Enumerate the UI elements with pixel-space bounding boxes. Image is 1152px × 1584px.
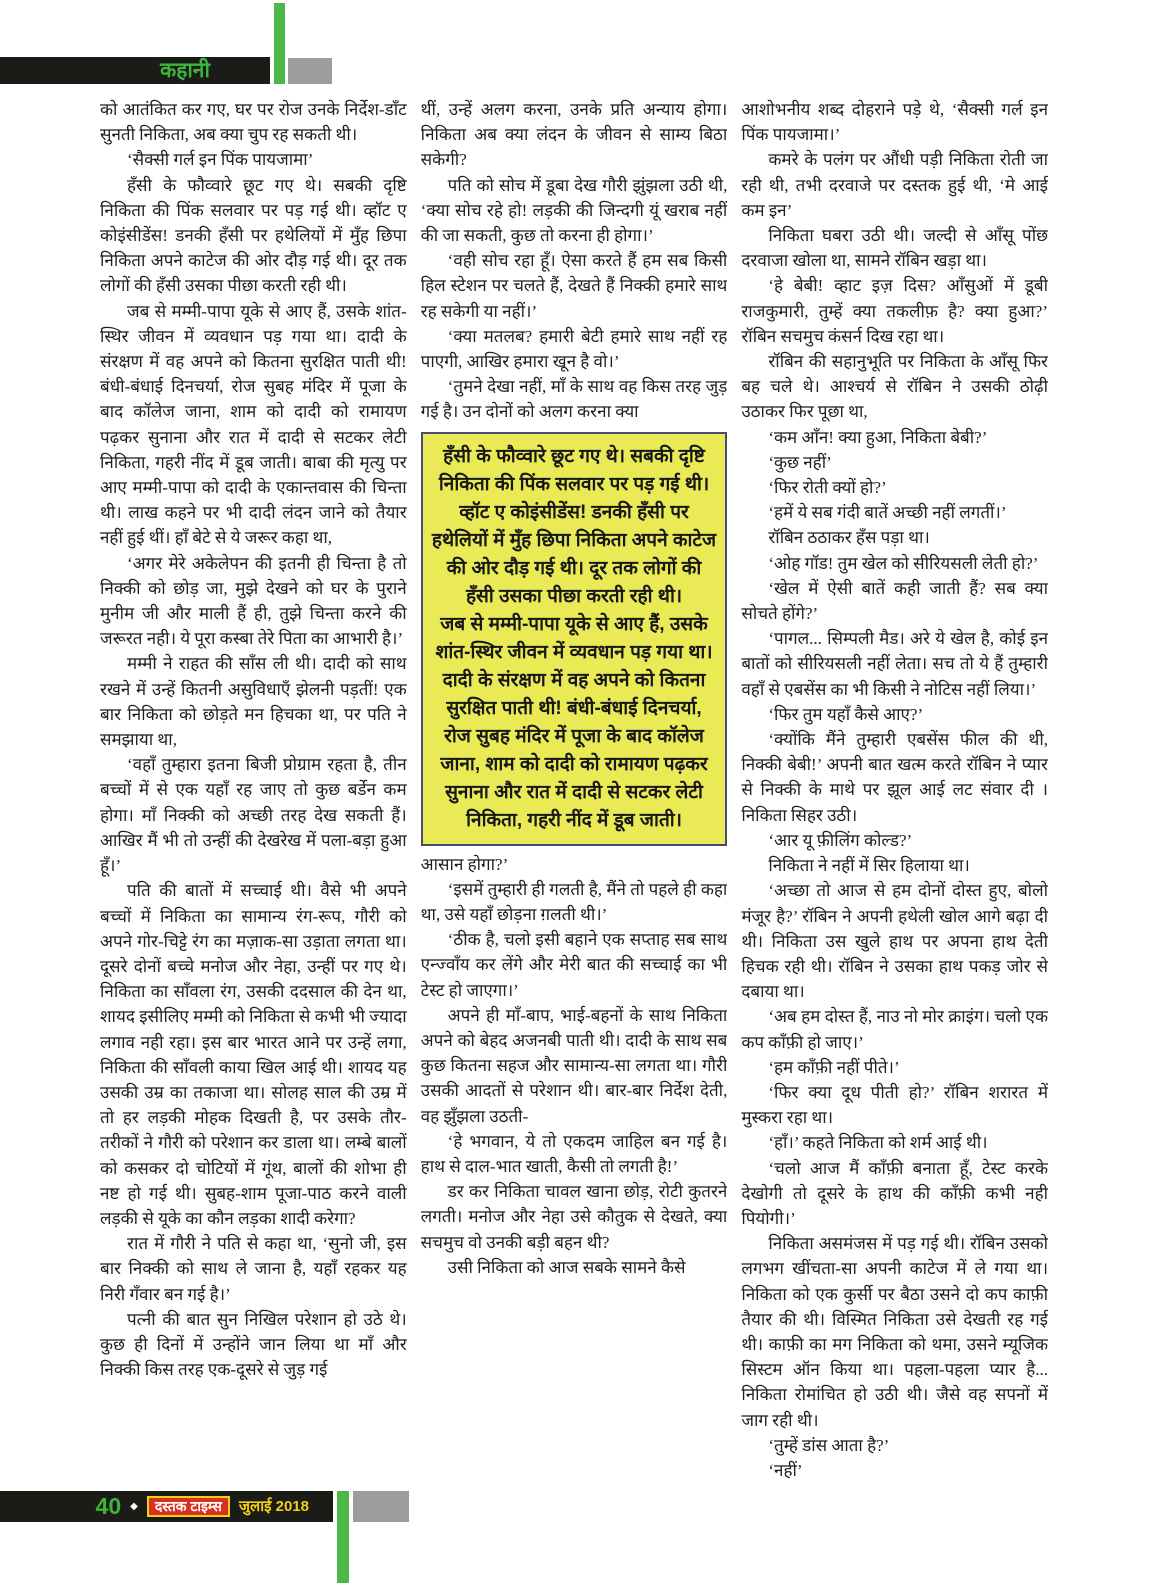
story-paragraph: ‘फिर क्या दूध पीती हो?’ रॉबिन शरारत में मुस्करा रहा था। [741, 1082, 1049, 1128]
story-paragraph: ‘वही सोच रहा हूँ। ऐसा करते हैं हम सब किसी हिल स्टेशन पर चलते हैं, देखते हैं निक्की हमारे साथ रह सकेगी या नहीं।’ [420, 251, 728, 321]
header-green-accent-bar [274, 3, 285, 84]
issue-date: जुलाई 2018 [238, 1498, 309, 1515]
story-paragraph: रॉबिन की सहानुभूति पर निकिता के आँसू फिर बह चले थे। आश्चर्य से रॉबिन ने उसकी ठोढ़ी उठाकर फिर पूछा था, [741, 352, 1049, 422]
story-paragraph: ‘कम आँन! क्या हुआ, निकिता बेबी?’ [768, 427, 988, 447]
story-paragraph: उसी निकिता को आज सबके सामने कैसे [447, 1257, 686, 1277]
article-column-1 [100, 97, 407, 1483]
story-paragraph: ‘आर यू फ़ीलिंग कोल्ड?’ [768, 830, 913, 850]
story-paragraph: पति की बातों में सच्चाई थी। वैसे भी अपने बच्चों में निकिता का सामान्य रंग-रूप, गौरी को अपने गोर-चिट्टे रंग का मज़ाक-सा उड़ाता लगता था। दूसरे दोनों बच्चे मनोज और नेहा, उन्हीं पर गए थे। निकिता का साँवला रंग, उसकी ददसाल की देन था, शायद इसीलिए मम्मी को निकिता से कभी भी ज्यादा लगाव नही रहा। इस बार भारत आने पर उन्हें लगा, निकिता की साँवली काया खिल आई थी। शायद यह उसकी उम्र का तकाजा था। सोलह साल की उम्र में तो हर लड़की मोहक दिखती है, पर उसके तौर-तरीकों ने गौरी को परेशान कर डाला था। लम्बे बालों को कसकर दो चोटियों में गूंथ, बालों की शोभा ही नष्ट हो गई थी। सुबह-शाम पूजा-पाठ करने वाली लड़की से यूके का कौन लड़का शादी करेगा? [100, 881, 407, 1228]
section-label: कहानी [160, 59, 210, 82]
article-body [100, 97, 1048, 1483]
story-paragraph: ‘सैक्सी गर्ल इन पिंक पायजामा’ [127, 150, 314, 170]
story-paragraph: रॉबिन ठठाकर हँस पड़ा था। [768, 528, 930, 548]
story-paragraph: ‘खेल में ऐसी बातें कही जाती हैं? सब क्या सोचते होंगे?’ [741, 578, 1049, 624]
story-paragraph: पत्नी की बात सुन निखिल परेशान हो उठे थे। कुछ ही दिनों में उन्होंने जान लिया था माँ और निक्की किस तरह एक-दूसरे से जुड़ गई [100, 1309, 407, 1380]
story-paragraph: ‘तुमने देखा नहीं, माँ के साथ वह किस तरह जुड़ गई है। उन दोनों को अलग करना क्या [420, 377, 728, 422]
story-paragraph: को आतंकित कर गए, घर पर रोज उनके निर्देश-डाँट सुनती निकिता, अब क्या चुप रह सकती थी। [100, 100, 407, 145]
story-paragraph: ‘अब हम दोस्त हैं, नाउ नो मोर क्राइंग। चलो एक कप काँफ़ी हो जाए।’ [741, 1007, 1049, 1052]
diamond-icon: ◆ [130, 1500, 138, 1512]
story-paragraph: ‘फिर तुम यहाँ कैसे आए?’ [768, 704, 924, 724]
story-paragraph: ‘इसमें तुम्हारी ही गलती है, मैंने तो पहले ही कहा था, उसे यहाँ छोड़ना ग़लती थी।’ [420, 879, 728, 925]
story-paragraph: अपने ही माँ-बाप, भाई-बहनों के साथ निकिता अपने को बेहद अजनबी पाती थी। दादी के साथ सब कुछ कितना सहज और सामान्य-सा लगता था। गौरी उसकी आदतों से परेशान थी। बार-बार निर्देश देती, वह झुँझला उठती- [420, 1005, 728, 1126]
story-paragraph: ‘नहीं’ [768, 1460, 803, 1480]
footer-gray-block [353, 1491, 409, 1522]
story-paragraph: ‘क्या मतलब? हमारी बेटी हमारे साथ नहीं रह पाएगी, आखिर हमारा खून है वो।’ [420, 326, 728, 372]
story-paragraph: डर कर निकिता चावल खाना छोड़, रोटी कुतरने लगती। मनोज और नेहा उसे कौतुक से देखते, क्या सचमुच वो उनकी बड़ी बहन थी? [420, 1182, 728, 1252]
story-paragraph: हँसी के फौव्वारे छूट गए थे। सबकी दृष्टि निकिता की पिंक सलवार पर पड़ गई थी। व्हॉट ए कोइंसीडेंस! डनकी हँसी पर हथेलियों में मुँह छिपा निकिता अपने काटेज की ओर दौड़ गई थी। दूर तक लोगों की हँसी उसका पीछा करती रही थी। [100, 175, 407, 296]
story-paragraph: ‘ठीक है, चलो इसी बहाने एक सप्ताह सब साथ एन्ज्वाँय कर लेंगे और मेरी बात की सच्चाई का भी टेस्ट हो जाएगा।’ [420, 930, 728, 1000]
article-column-3 [741, 97, 1048, 1483]
story-paragraph: जब से मम्मी-पापा यूके से आए हैं, उसके शांत-स्थिर जीवन में व्यवधान पड़ गया था। दादी के संरक्षण में वह अपने को कितना सुरक्षित पाती थी! बंधी-बंधाई दिनचर्या, रोज सुबह मंदिर में पूजा के बाद कॉलेज जाना, शाम को दादी को रामायण पढ़कर सुनाना और रात में दादी से सटकर लेटी निकिता, गहरी नींद में डूब जाती। बाबा की मृत्यु पर आए मम्मी-पापा को दादी के एकान्तवास की चिन्ता थी। लाख कहने पर भी दादी लंदन जाने को तैयार नहीं हुई थीं। हाँ बेटे से ये जरूर कहा था, [100, 301, 407, 548]
story-paragraph: पति को सोच में डूबा देख गौरी झुंझला उठी थी, ‘क्या सोच रहे हो! लड़की की जिन्दगी यूं खराब नहीं की जा सकती, कुछ तो करना ही होगा।’ [420, 175, 728, 246]
story-paragraph: ‘क्योंकि मैंने तुम्हारी एबसेंस फील की थी, निक्की बेबी!’ अपनी बात खत्म करते रॉबिन ने प्यार से निक्की के माथे पर झूल आई लट संवार दी । निकिता सिहर उठी। [741, 730, 1049, 825]
story-paragraph: थीं, उन्हें अलग करना, उनके प्रति अन्याय होगा। निकिता अब क्या लंदन के जीवन से साम्य बिठा सकेगी? [420, 100, 728, 170]
story-paragraph: ‘चलो आज मैं काँफ़ी बनाता हूँ, टेस्ट करके देखोगी तो दूसरे के हाथ की काँफ़ी कभी नही पियोगी।’ [741, 1158, 1049, 1228]
story-paragraph: आसान होगा?’ [420, 854, 509, 874]
story-paragraph: कमरे के पलंग पर औंधी पड़ी निकिता रोती जा रही थी, तभी दरवाजे पर दस्तक हुई थी, ‘मे आई कम इन’ [741, 150, 1049, 220]
story-paragraph: ‘ओह गॉड! तुम खेल को सीरियसली लेती हो?’ [768, 553, 1039, 573]
column-2-top [421, 97, 728, 425]
header-gray-block [288, 58, 332, 84]
story-paragraph: ‘कुछ नहीं’ [768, 452, 832, 472]
story-paragraph: निकिता असमंजस में पड़ गई थी। रॉबिन उसको लगभग खींचता-सा अपनी काटेज में ले गया था। निकिता को एक कुर्सी पर बैठा उसने दो कप काफ़ी तैयार की थी। विस्मित निकिता उसे देखती रह गई थी। काफ़ी का मग निकिता को थमा, उसने म्यूजिक सिस्टम ऑन किया था। पहला-पहला प्यार है... निकिता रोमांचित हो उठी थी। जैसे वह सपनों में जाग रही थी। [741, 1234, 1049, 1430]
section-header-bar [0, 57, 270, 84]
column-2-bottom [421, 852, 728, 1280]
story-paragraph: ‘हमें ये सब गंदी बातें अच्छी नहीं लगतीं।’ [768, 503, 1007, 523]
magazine-name-badge: दस्तक टाइम्स [147, 1496, 230, 1517]
story-paragraph: ‘फिर रोती क्यों हो?’ [768, 478, 887, 498]
footer-bar [0, 1491, 333, 1522]
story-paragraph: ‘तुम्हें डांस आता है?’ [768, 1435, 890, 1455]
story-paragraph: ‘हाँ।’ कहते निकिता को शर्म आई थी। [768, 1133, 988, 1153]
story-paragraph: ‘हे बेबी! व्हाट इज़ दिस? आँसुओं में डूबी राजकुमारी, तुम्हें क्या तकलीफ़ है? क्या हुआ?’ रॉबिन सचमुच कंसर्न दिख रहा था। [741, 276, 1049, 346]
story-paragraph: ‘पागल... सिम्पली मैड। अरे ये खेल है, कोई इन बातों को सीरियसली नहीं लेता। सच तो ये हैं तुम्हारी वहाँ से एबसेंस का भी किसी ने नोटिस नहीं लिया।’ [741, 629, 1049, 699]
page-number: 40 [95, 1493, 122, 1519]
pull-quote-box [421, 432, 728, 846]
story-paragraph: निकिता घबरा उठी थी। जल्दी से आँसू पोंछ दरवाजा खोला था, सामने रॉबिन खड़ा था। [741, 226, 1049, 271]
story-paragraph: ‘अगर मेरे अकेलेपन की इतनी ही चिन्ता है तो निक्की को छोड़ जा, मुझे देखने को घर के पुराने मुनीम जी और माली हैं ही, तुझे चिन्ता करने की जरूरत नही। ये पूरा कस्बा तेरे पिता का आभारी है।’ [100, 553, 407, 649]
story-paragraph: ‘अच्छा तो आज से हम दोनों दोस्त हुए, बोलो मंजूर है?’ रॉबिन ने अपनी हथेली खोल आगे बढ़ा दी थी। निकिता उस खुले हाथ पर अपना हाथ देती हिचक रही थी। रॉबिन ने उसका हाथ पकड़ जोर से दबाया था। [741, 881, 1049, 1002]
article-column-2 [421, 97, 728, 1483]
story-paragraph: ‘हे भगवान, ये तो एकदम जाहिल बन गई है। हाथ से दाल-भात खाती, कैसी तो लगती है!’ [420, 1131, 728, 1177]
story-paragraph: मम्मी ने राहत की साँस ली थी। दादी को साथ रखने में उन्हें कितनी असुविधाएँ झेलनी पड़तीं! एक बार निकिता को छोड़ते मन हिचका था, पर पति ने समझाया था, [100, 654, 407, 750]
story-paragraph: निकिता ने नहीं में सिर हिलाया था। [768, 856, 970, 876]
story-paragraph: ‘हम काँफ़ी नहीं पीते।’ [768, 1057, 900, 1077]
story-paragraph: ‘वहाँ तुम्हारा इतना बिजी प्रोग्राम रहता है, तीन बच्चों में से एक यहाँ रह जाए तो कुछ बर्डेन कम होगा। माँ निक्की को अच्छी तरह देख सकती हैं। आखिर मैं भी तो उन्हीं की देखरेख में पला-बड़ा हुआ हूँ।’ [100, 755, 407, 876]
pull-quote-paragraph: हँसी के फौव्वारे छूट गए थे। सबकी दृष्टि निकिता की पिंक सलवार पर पड़ गई थी। व्हॉट ए कोइंसीडेंस! डनकी हँसी पर हथेलियों में मुँह छिपा निकिता अपने काटेज की ओर दौड़ गई थी। दूर तक लोगों की हँसी उसका पीछा करती रही थी। [431, 445, 717, 607]
story-paragraph: रात में गौरी ने पति से कहा था, ‘सुनो जी, इस बार निक्की को साथ ले जाना है, यहाँ रहकर यह निरी गँवार बन गई है।’ [100, 1234, 407, 1304]
footer-green-accent-bar [337, 1491, 349, 1583]
pull-quote-paragraph: जब से मम्मी-पापा यूके से आए हैं, उसके शांत-स्थिर जीवन में व्यवधान पड़ गया था। दादी के संरक्षण में वह अपने को कितना सुरक्षित पाती थी! बंधी-बंधाई दिनचर्या, रोज सुबह मंदिर में पूजा के बाद कॉलेज जाना, शाम को दादी को रामायण पढ़कर सुनाना और रात में दादी से सटकर लेटी निकिता, गहरी नींद में डूब जाती। [435, 613, 713, 831]
story-paragraph: आशोभनीय शब्द दोहराने पड़े थे, ‘सैक्सी गर्ल इन पिंक पायजामा।’ [741, 100, 1049, 145]
